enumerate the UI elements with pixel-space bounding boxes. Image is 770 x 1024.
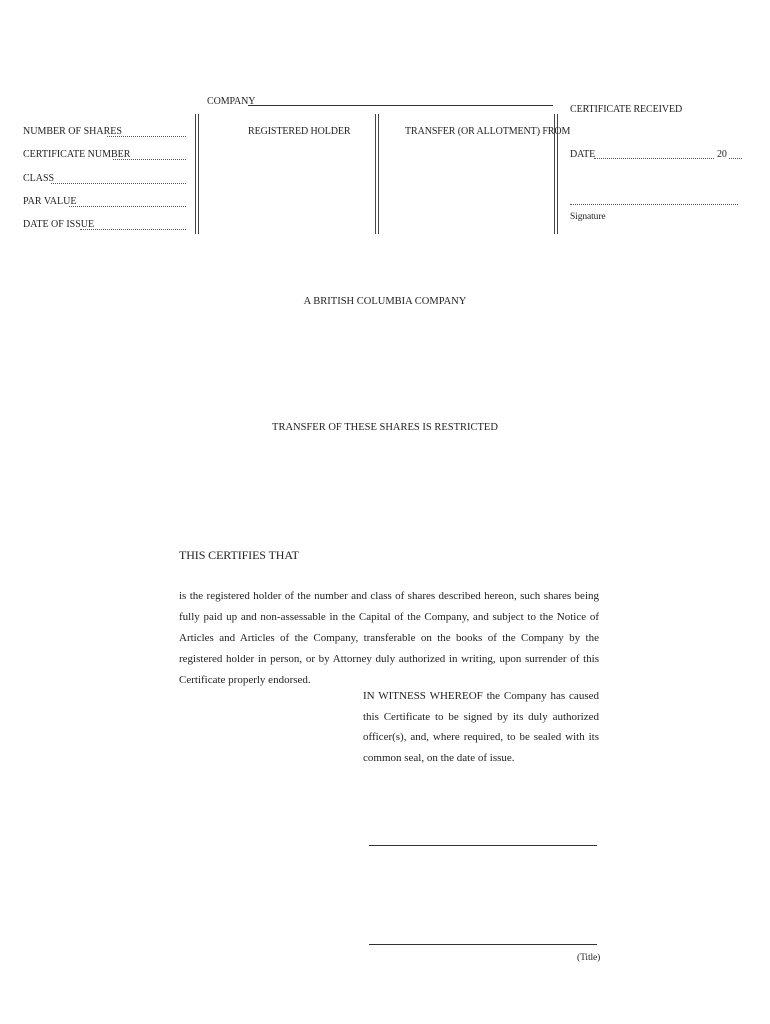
receipt-year-prefix: 20 bbox=[717, 149, 727, 160]
company-description: A BRITISH COLUMBIA COMPANY bbox=[303, 296, 467, 307]
date-of-issue-field[interactable]: DATE OF ISSUE bbox=[23, 219, 94, 230]
column-divider bbox=[198, 114, 199, 234]
certificate-number-blank[interactable] bbox=[113, 159, 186, 160]
receipt-signature-label: Signature bbox=[570, 212, 606, 222]
receipt-year-blank[interactable] bbox=[729, 158, 742, 159]
certificate-received-label: CERTIFICATE RECEIVED bbox=[570, 104, 683, 115]
company-name-line[interactable] bbox=[248, 105, 553, 106]
date-of-issue-blank[interactable] bbox=[80, 229, 186, 230]
certificate-number-field[interactable]: CERTIFICATE NUMBER bbox=[23, 149, 130, 160]
column-divider bbox=[378, 114, 379, 234]
receipt-date-label: DATE bbox=[570, 149, 596, 160]
receipt-date-blank[interactable] bbox=[594, 158, 714, 159]
par-value-field[interactable]: PAR VALUE bbox=[23, 196, 76, 207]
witness-paragraph bbox=[363, 686, 599, 768]
class-blank[interactable] bbox=[51, 183, 186, 184]
witness-lead: IN WITNESS WHEREOF bbox=[363, 690, 483, 702]
class-field[interactable]: CLASS bbox=[23, 173, 54, 184]
column-divider bbox=[375, 114, 376, 234]
number-of-shares-blank[interactable] bbox=[107, 136, 186, 137]
transfer-from-label: TRANSFER (OR ALLOTMENT) FROM bbox=[405, 126, 571, 137]
certifies-heading: THIS CERTIFIES THAT bbox=[179, 548, 299, 562]
officer-title-line[interactable] bbox=[369, 944, 597, 945]
registered-holder-label: REGISTERED HOLDER bbox=[248, 126, 351, 137]
par-value-blank[interactable] bbox=[69, 206, 186, 207]
receipt-signature-line[interactable] bbox=[570, 204, 738, 205]
company-label: COMPANY bbox=[207, 96, 256, 107]
number-of-shares-field[interactable]: NUMBER OF SHARES bbox=[23, 126, 122, 137]
witness-text: the Company has caused this Certificate to be signed by its duly authorized officer(s), and, where required, to be sealed with its common seal, on the date of issue. bbox=[363, 690, 599, 764]
column-divider bbox=[195, 114, 196, 234]
certificate-body-text: is the registered holder of the number and class of shares described hereon, such shares being fully paid up and non-assessable in the Capital of the Company, and subject to the Notice of Articles and Articles of the Company, transferable on the books of the Company by the registered holder in person, or by Attorney duly authorized in writing, upon surrender of this Certificate properly endorsed. bbox=[179, 590, 599, 686]
restriction-notice: TRANSFER OF THESE SHARES IS RESTRICTED bbox=[272, 422, 498, 433]
officer-signature-line[interactable] bbox=[369, 845, 597, 846]
title-label: (Title) bbox=[577, 953, 601, 963]
